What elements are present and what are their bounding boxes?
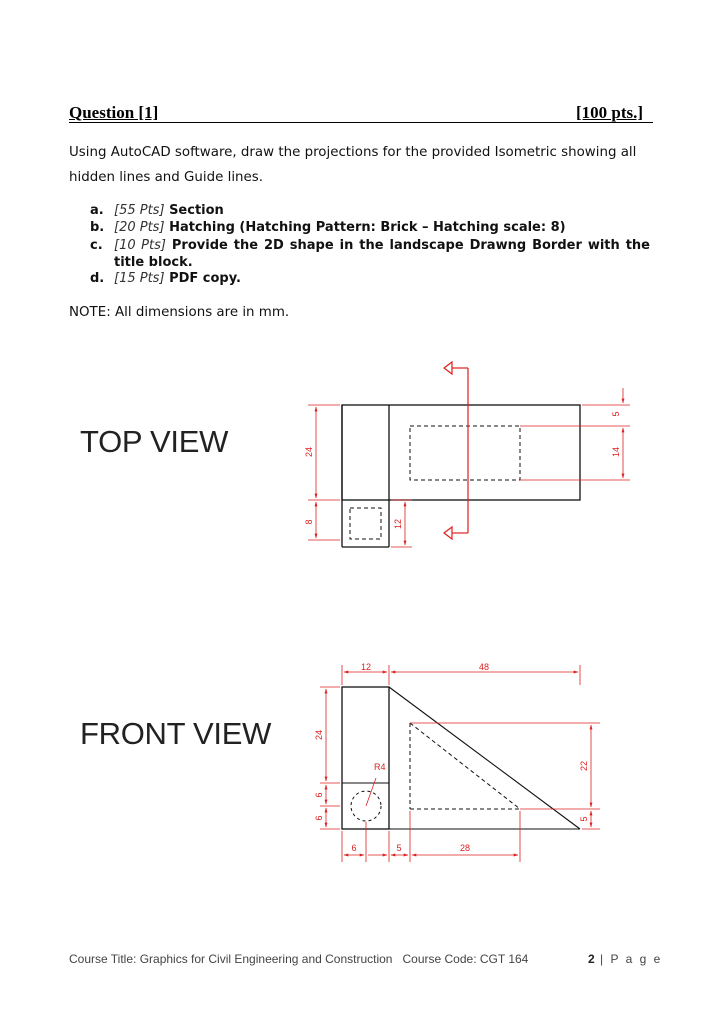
task-letter: d. <box>90 271 105 286</box>
front-view-dimension-lines <box>320 665 600 862</box>
front-view-drawing <box>314 662 600 862</box>
footer-page-label: P a g e <box>610 952 663 966</box>
footer-course-title: Course Title: Graphics for Civil Engineering and Construction <box>69 952 393 966</box>
task-text: Hatching (Hatching Pattern: Brick – Hatching scale: 8) <box>169 220 566 235</box>
top-view-drawing <box>304 362 630 547</box>
footer-page: 2 | P a g e <box>588 952 663 966</box>
instructions-text: Using AutoCAD software, draw the projections for the provided Isometric showing all hidden lines and Guide lines. <box>69 145 637 185</box>
dim-front-22: 22 <box>579 760 589 772</box>
task-letter: c. <box>90 238 103 253</box>
front-view-slope-line <box>389 687 580 829</box>
dim-front-r4: R4 <box>374 762 386 772</box>
dim-front-12: 12 <box>360 662 372 672</box>
top-view-label: TOP VIEW <box>80 424 229 459</box>
top-view-hidden-square <box>350 508 381 539</box>
dim-front-6a: 6 <box>314 792 324 798</box>
front-view-label: FRONT VIEW <box>80 716 272 751</box>
footer-course-code: Course Code: CGT 164 <box>402 952 529 966</box>
task-text: Provide the 2D shape in the landscape Drawng Border with the title block. <box>114 238 650 270</box>
task-points: [10 Pts] <box>114 238 166 253</box>
front-view-left-block <box>342 687 389 829</box>
dim-front-24: 24 <box>314 729 324 741</box>
task-letter: b. <box>90 220 105 235</box>
task-points: [15 Pts] <box>114 271 165 286</box>
section-arrow-top-icon <box>444 362 452 374</box>
question-title: Question [1] <box>69 103 159 122</box>
dim-front-6h: 6 <box>351 843 357 853</box>
dim-front-48: 48 <box>478 662 490 672</box>
dim-top-24: 24 <box>304 446 314 458</box>
dim-top-12: 12 <box>393 518 403 530</box>
task-points: [20 Pts] <box>114 220 165 235</box>
dim-front-5h: 5 <box>396 843 402 853</box>
task-letter: a. <box>90 203 104 218</box>
task-text: PDF copy. <box>169 271 241 286</box>
task-points: [55 Pts] <box>114 203 165 218</box>
radius-leader <box>366 778 376 806</box>
section-arrow-bottom-icon <box>444 527 452 539</box>
question-points: [100 pts.] <box>576 103 644 122</box>
dim-top-5: 5 <box>611 411 621 417</box>
dim-top-8: 8 <box>304 519 314 525</box>
footer-course-info <box>69 952 528 966</box>
dim-top-14: 14 <box>611 446 621 458</box>
front-view-hidden-slope <box>410 723 520 809</box>
dim-front-6b: 6 <box>314 815 324 821</box>
section-cutting-plane <box>444 362 468 539</box>
note-text: NOTE: All dimensions are in mm. <box>69 305 290 320</box>
top-view-dimension-lines <box>308 388 630 547</box>
top-view-main-outline <box>342 405 580 500</box>
dim-front-5v: 5 <box>579 816 589 822</box>
footer-page-number: 2 <box>588 952 595 966</box>
top-view-hidden-rect <box>410 426 520 480</box>
dim-front-28: 28 <box>459 843 471 853</box>
task-text: Section <box>169 203 224 218</box>
